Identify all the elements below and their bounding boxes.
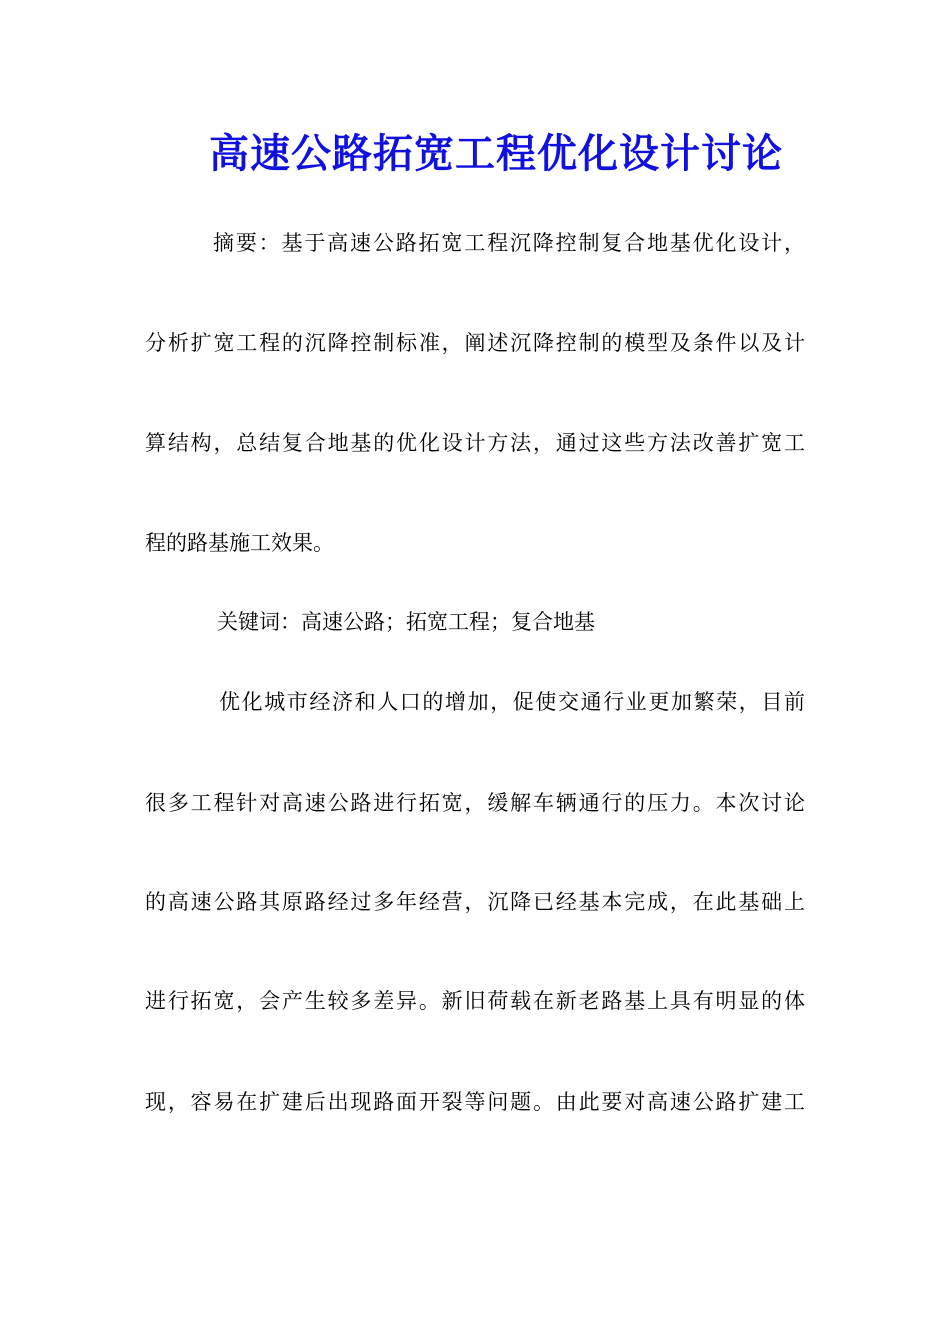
body-line: 进行拓宽，会产生较多差异。新旧荷载在新老路基上具有明显的体 xyxy=(145,989,805,1013)
body-line: 很多工程针对高速公路进行拓宽，缓解车辆通行的压力。本次讨论 xyxy=(145,791,805,815)
body-line: 的高速公路其原路经过多年经营，沉降已经基本完成，在此基础上 xyxy=(145,890,805,914)
abstract-line: 分析扩宽工程的沉降控制标准，阐述沉降控制的模型及条件以及计 xyxy=(145,331,805,355)
abstract-line: 算结构，总结复合地基的优化设计方法，通过这些方法改善扩宽工 xyxy=(145,431,805,455)
body-line: 优化城市经济和人口的增加，促使交通行业更加繁荣，目前 xyxy=(219,690,805,714)
abstract-line: 摘要：基于高速公路拓宽工程沉降控制复合地基优化设计， xyxy=(213,231,805,255)
abstract-line: 程的路基施工效果。 xyxy=(145,531,334,555)
keywords-line: 关键词：高速公路；拓宽工程；复合地基 xyxy=(217,610,595,634)
document-title: 高速公路拓宽工程优化设计讨论 xyxy=(209,130,783,177)
body-line: 现，容易在扩建后出现路面开裂等问题。由此要对高速公路扩建工 xyxy=(145,1090,805,1114)
